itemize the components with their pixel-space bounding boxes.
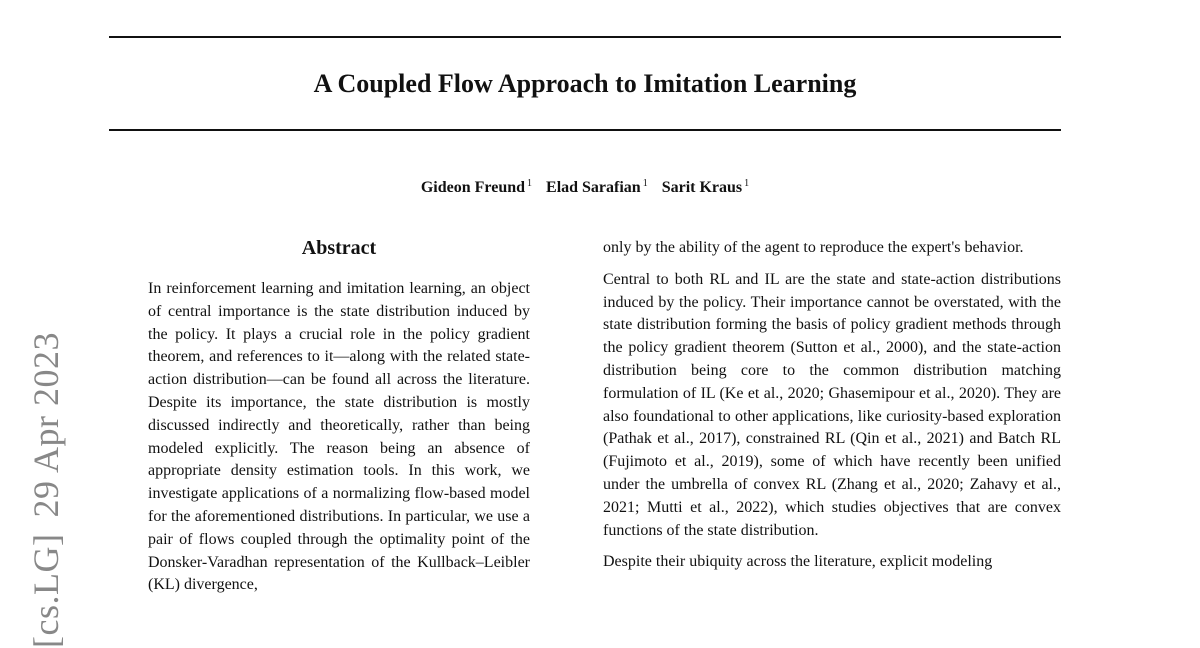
author-affiliation: 1 (527, 178, 533, 189)
author-list (109, 173, 1061, 199)
author-name: Elad Sarafian (546, 179, 641, 197)
author-affiliation: 1 (744, 178, 750, 189)
author (662, 179, 749, 196)
abstract-text: In reinforcement learning and imitation learning, an object of central importance is the state distribution induced by the policy. It plays a crucial role in the policy gradient theorem, and references to it—along with the related state-action distribution—can be found all across the literature. Despite its importance, the state distribution is mostly discussed indirectly and theoretically, rather than being modeled explicitly. The reason being an absence of appropriate density estimation tools. In this work, we investigate applications of a normalizing flow-based model for the aforementioned distributions. In particular, we use a pair of flows coupled through the optimality point of the Donsker-Varadhan representation of the Kullback–Leibler (KL) divergence, (148, 280, 530, 594)
arxiv-category: [cs.LG] (26, 533, 66, 648)
title-rule-bottom (109, 129, 1061, 131)
arxiv-stamp (26, 332, 66, 648)
author (421, 179, 532, 196)
arxiv-date: 29 Apr 2023 (26, 332, 66, 518)
paper-title: A Coupled Flow Approach to Imitation Learning (313, 69, 857, 98)
author-name: Gideon Freund (420, 179, 526, 197)
body-paragraph: only by the ability of the agent to reproduce the expert's behavior. (603, 239, 1024, 256)
title-rule-top (109, 36, 1061, 38)
abstract-heading: Abstract (301, 237, 377, 259)
body-paragraph: Central to both RL and IL are the state and state-action distributions induced by the policy. Their importance cannot be overstated, with the state distribution forming the basis of policy gradient methods through the policy gradient theorem (Sutton et al., 2000), and the state-action distribution being core to the common distribution matching formulation of IL (Ke et al., 2020; Ghasemipour et al., 2020). They are also foundational to other applications, like curiosity-based exploration (Pathak et al., 2017), constrained RL (Qin et al., 2021) and Batch RL (Fujimoto et al., 2019), some of which have recently been unified under the umbrella of convex RL (Zhang et al., 2020; Zahavy et al., 2021; Mutti et al., 2022), which studies objectives that are convex functions of the state distribution. (603, 270, 1061, 539)
author-name: Sarit Kraus (661, 179, 743, 197)
body-paragraph: Despite their ubiquity across the literature, explicit modeling (603, 553, 993, 571)
right-column (603, 237, 1061, 583)
author (546, 179, 648, 196)
author-affiliation: 1 (642, 178, 648, 189)
